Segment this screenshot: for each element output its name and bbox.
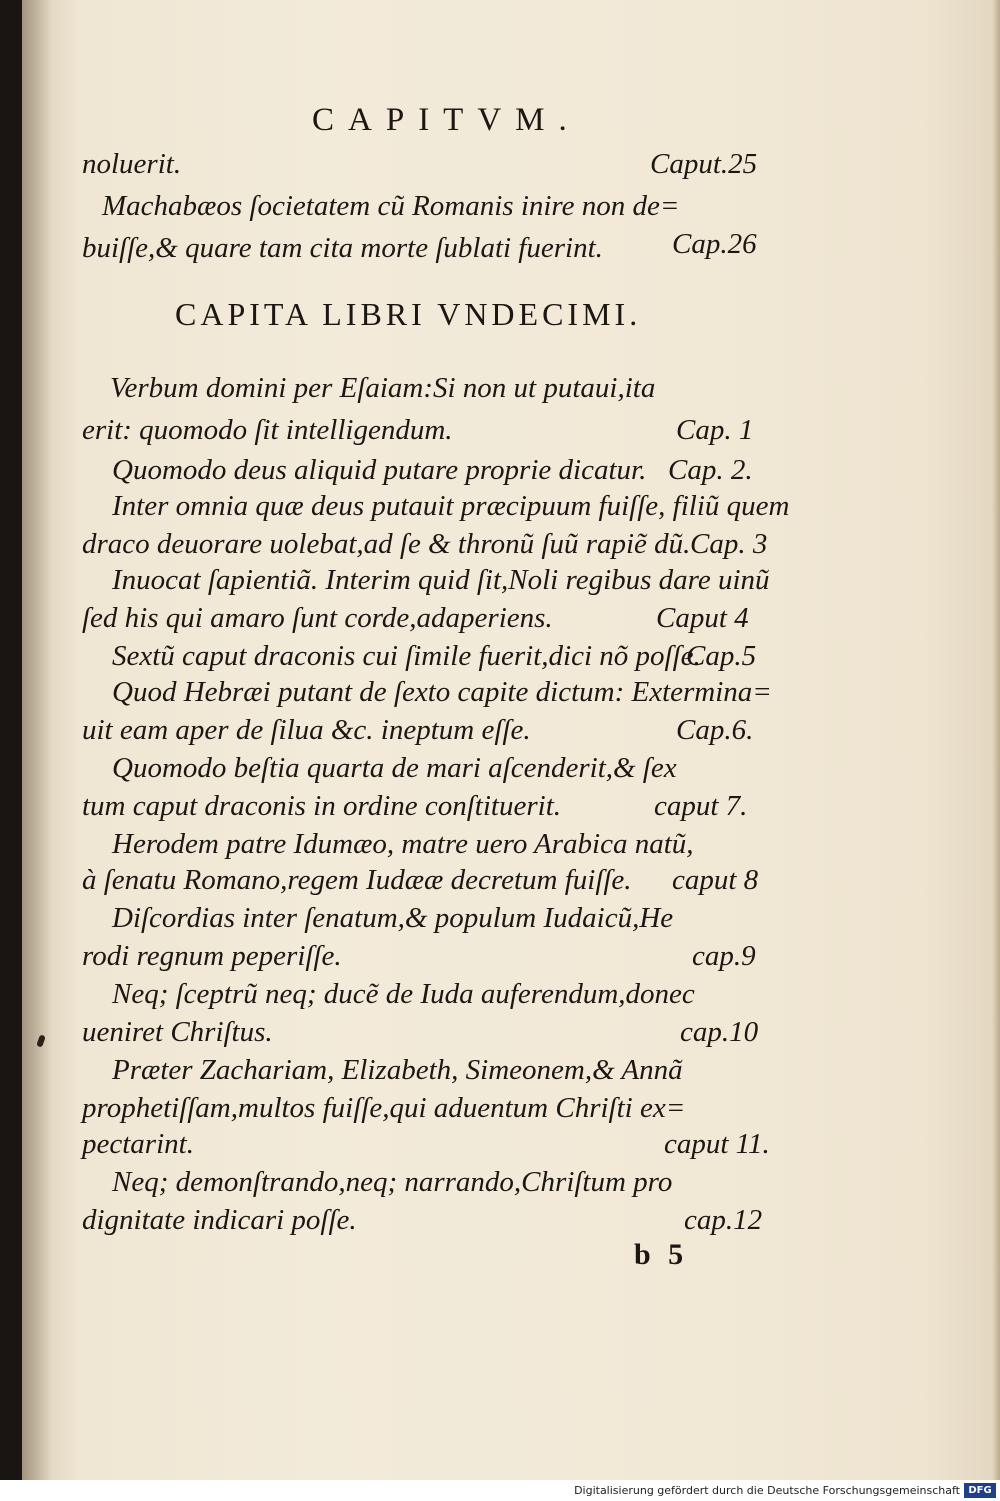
entry-ref: Cap. 1: [676, 414, 754, 446]
entry-ref: caput 8: [672, 864, 759, 896]
entry-ref: Cap. 2.: [668, 454, 753, 486]
entry-ref: Cap. 3: [690, 528, 768, 560]
running-head: CAPITVM.: [312, 102, 581, 138]
prev-ref-1: Caput.25: [650, 148, 758, 180]
prev-line-3: buiſſe,& quare tam cita morte ſublati fuerint.: [82, 232, 603, 264]
entry-line: Verbum domini per Eſaiam:Si non ut putaui,ita: [110, 372, 656, 404]
entry-line: ſed his qui amaro ſunt corde,adaperiens.: [82, 602, 553, 634]
footer-bar: [0, 1480, 1000, 1501]
entry-line: Herodem patre Idumæo, matre uero Arabica natũ,: [112, 828, 694, 860]
entry-line: tum caput draconis in ordine conſtituerit.: [82, 790, 561, 822]
entry-line: uit eam aper de ſilua &c. ineptum eſſe.: [82, 714, 531, 746]
entry-line: Neq; ſceptrũ neq; ducẽ de Iuda auferendum,donec: [112, 978, 695, 1010]
entry-line: Sextũ caput draconis cui ſimile fuerit,dici nõ poſſe.: [112, 640, 701, 672]
entry-line: Præter Zachariam, Elizabeth, Simeonem,& Annã: [112, 1054, 683, 1086]
entry-line: prophetiſſam,multos fuiſſe,qui aduentum Chriſti ex=: [82, 1092, 686, 1124]
prev-line-1: noluerit.: [82, 148, 182, 180]
entry-ref: cap.9: [692, 940, 756, 972]
entry-line: Quod Hebræi putant de ſexto capite dictum: Extermina=: [112, 676, 772, 708]
entry-line: Quomodo beſtia quarta de mari aſcenderit,& ſex: [112, 752, 677, 784]
entry-ref: caput 7.: [654, 790, 748, 822]
entry-line: Quomodo deus aliquid putare proprie dicatur.: [112, 454, 647, 486]
entry-ref: cap.12: [684, 1204, 763, 1236]
entry-line: ueniret Chriſtus.: [82, 1016, 273, 1048]
entry-line: dignitate indicari poſſe.: [82, 1204, 357, 1236]
entry-line: à ſenatu Romano,regem Iudææ decretum fuiſſe.: [82, 864, 632, 896]
prev-ref-3: Cap.26: [672, 228, 757, 260]
entry-ref: Cap.6.: [676, 714, 754, 746]
entry-line: Diſcordias inter ſenatum,& populum Iudaicũ,He: [112, 902, 674, 934]
entry-ref: cap.10: [680, 1016, 759, 1048]
funding-notice: Digitalisierung gefördert durch die Deutsche Forschungsgemeinschaft: [574, 1484, 960, 1497]
section-title: CAPITA LIBRI VNDECIMI.: [175, 296, 642, 332]
entry-line: erit: quomodo ſit intelligendum.: [82, 414, 453, 446]
entry-line: Inter omnia quæ deus putauit præcipuum fuiſſe, filiũ quem: [112, 490, 790, 522]
entry-ref: Caput 4: [656, 602, 749, 634]
entry-ref: Cap.5: [686, 640, 757, 672]
dfg-logo: DFG: [964, 1483, 996, 1498]
entry-line: pectarint.: [82, 1128, 194, 1160]
prev-line-2: Machabæos ſocietatem cũ Romanis inire non de=: [102, 190, 680, 222]
signature-mark: b 5: [634, 1238, 684, 1271]
entry-line: rodi regnum peperiſſe.: [82, 940, 342, 972]
entry-line: Inuocat ſapientiã. Interim quid ſit,Noli regibus dare uinũ: [112, 564, 770, 596]
entry-ref: caput 11.: [664, 1128, 770, 1160]
entry-line: draco deuorare uolebat,ad ſe & thronũ ſuũ rapiẽ dũ.: [82, 528, 691, 560]
entry-line: Neq; demonſtrando,neq; narrando,Chriſtum pro: [112, 1166, 673, 1198]
